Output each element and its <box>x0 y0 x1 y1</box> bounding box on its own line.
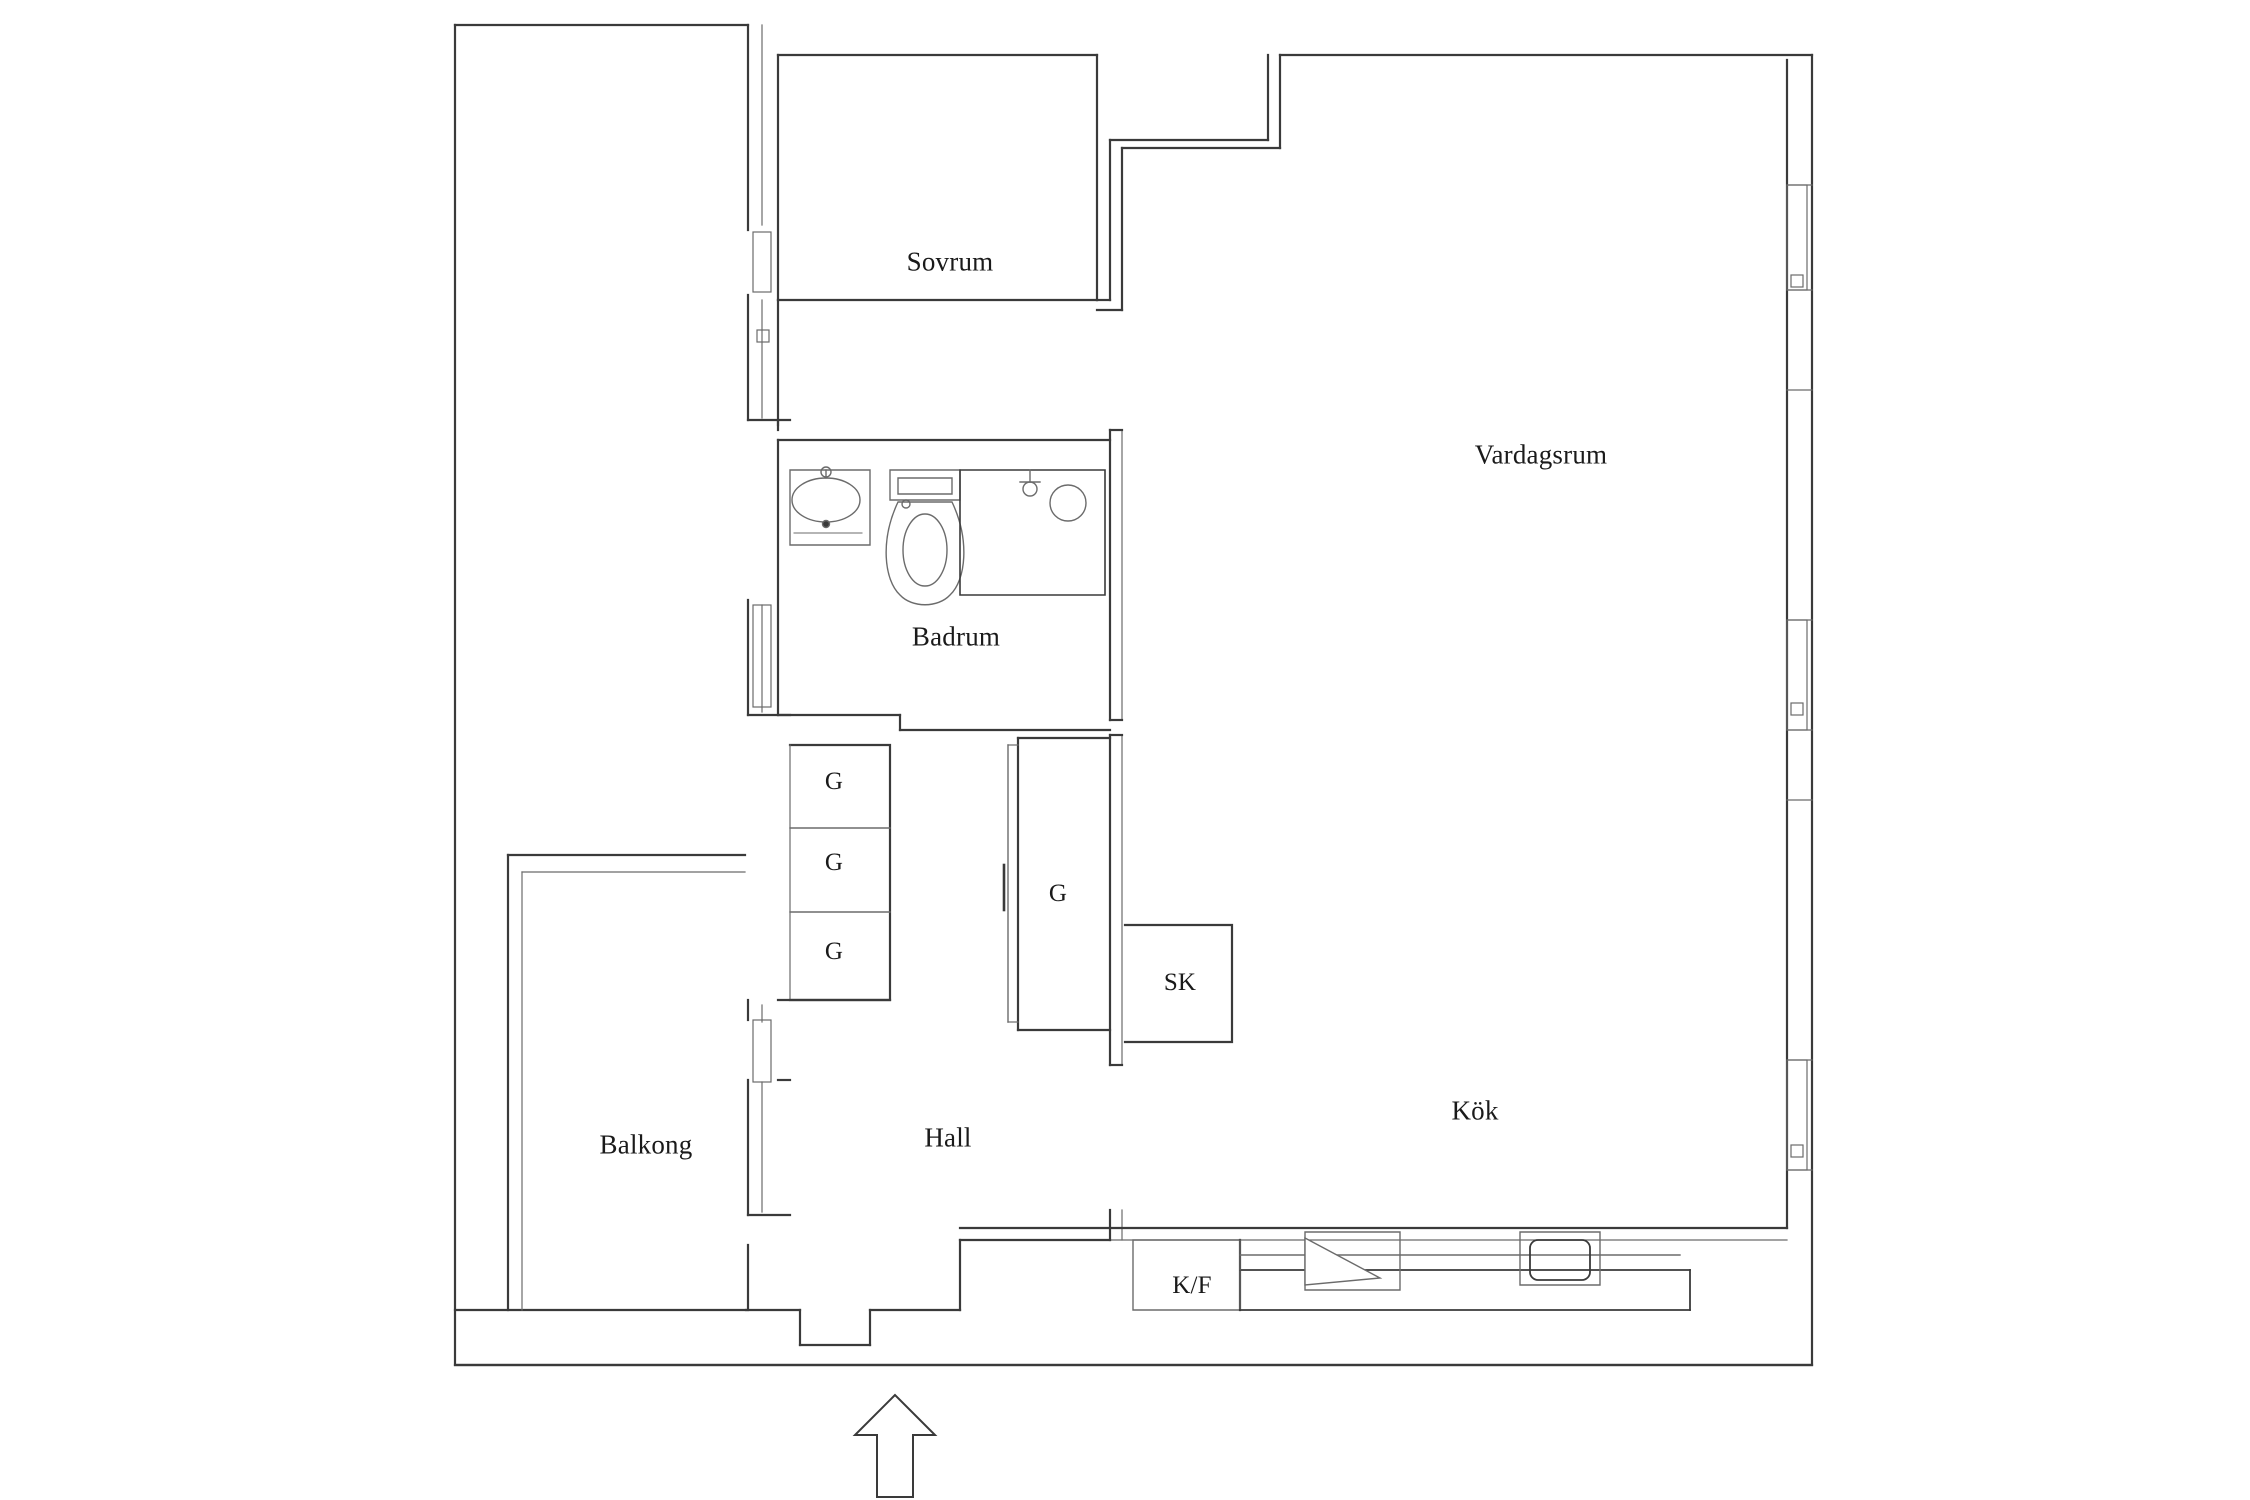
room-label-vardagsrum: Vardagsrum <box>1474 439 1608 470</box>
closet-label-g-3: G <box>824 938 844 965</box>
room-label-hall: Hall <box>924 1122 972 1153</box>
room-label-sovrum: Sovrum <box>906 246 994 277</box>
room-label-badrum: Badrum <box>911 621 1001 652</box>
closet-label-g-1: G <box>824 768 844 795</box>
closet-label-sk: SK <box>1163 969 1197 996</box>
closet-label-g-4: G <box>1048 880 1068 907</box>
room-label-kok: Kök <box>1451 1095 1499 1126</box>
closet-label-kf: K/F <box>1172 1272 1212 1299</box>
closet-label-g-2: G <box>824 849 844 876</box>
room-label-balkong: Balkong <box>599 1129 693 1160</box>
